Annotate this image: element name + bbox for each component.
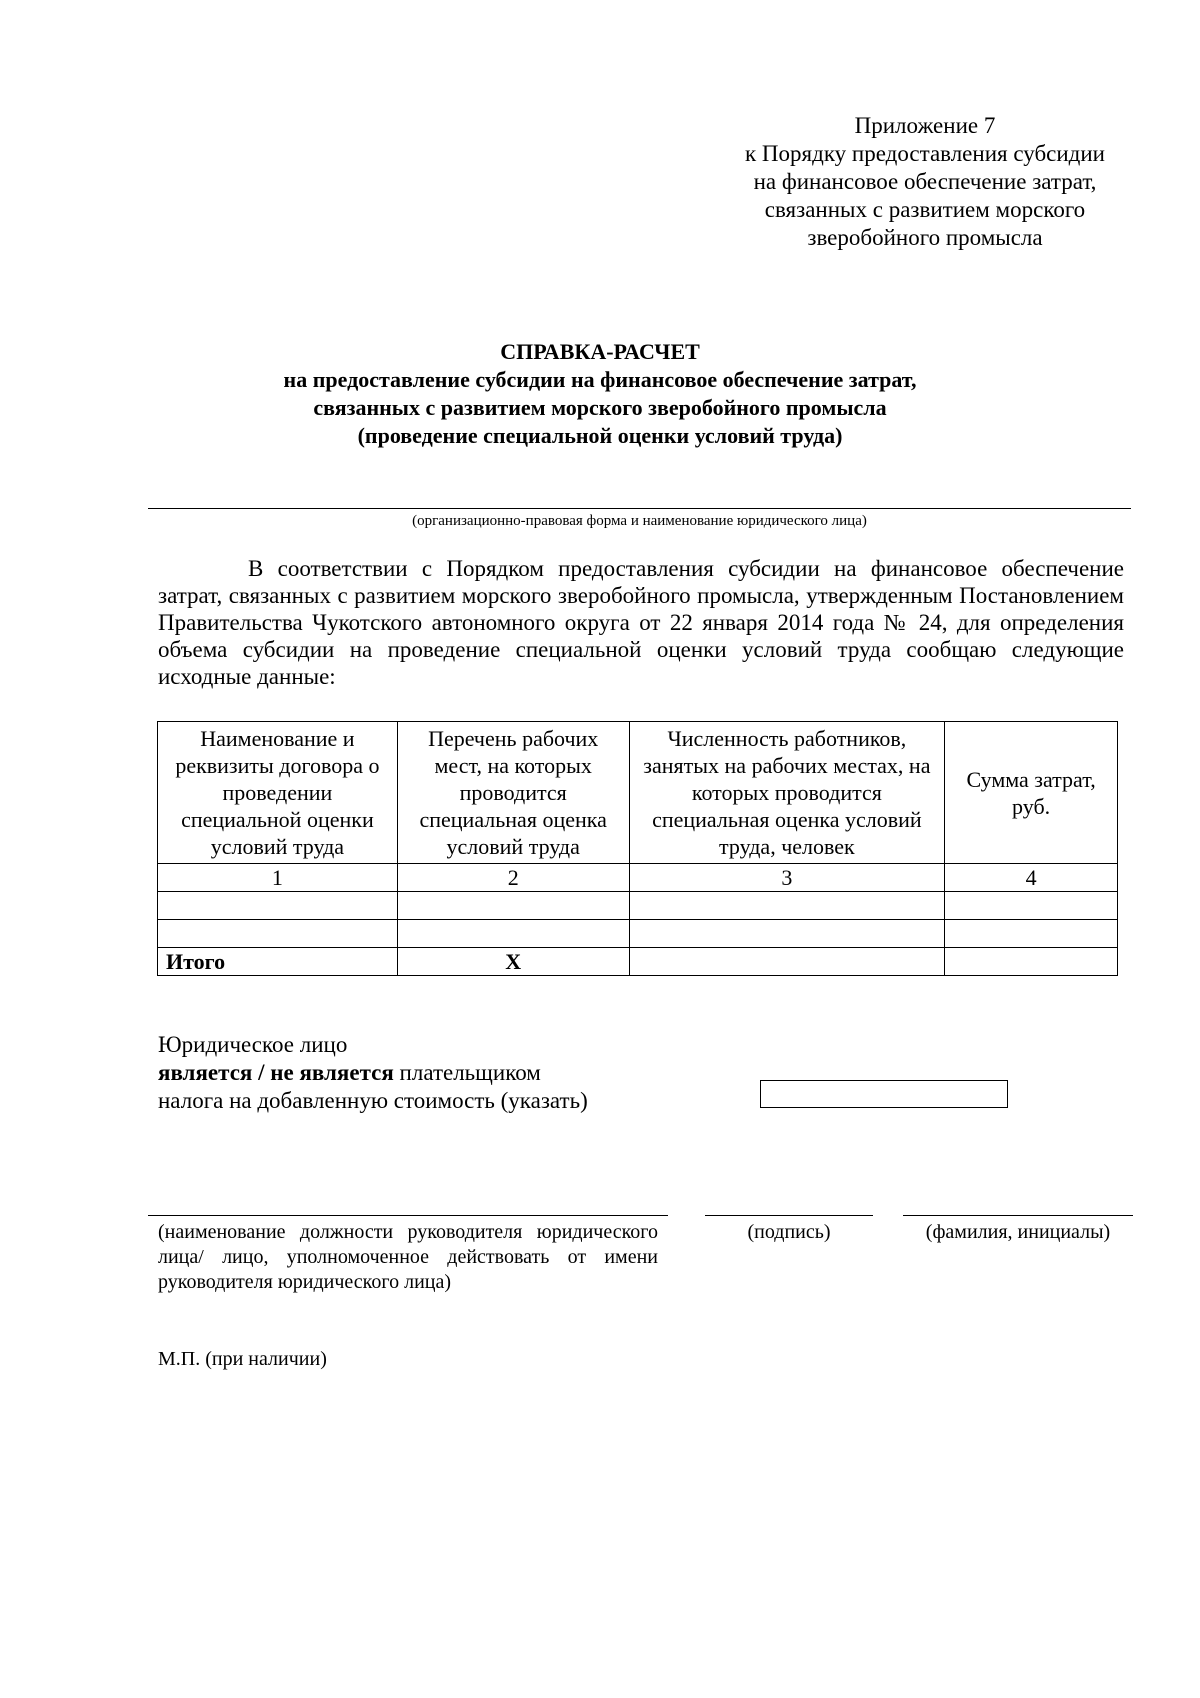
signature-line[interactable] (705, 1215, 873, 1216)
document-title (0, 338, 1200, 450)
table-cell[interactable] (397, 892, 629, 920)
title-line: связанных с развитием морского зверобойного промысла (313, 395, 887, 420)
appendix-block (700, 112, 1150, 252)
table-cell[interactable] (945, 892, 1118, 920)
vat-line2-rest: плательщиком (393, 1060, 541, 1085)
vat-statement (158, 1031, 718, 1115)
position-signature-line[interactable] (148, 1215, 668, 1216)
header-workplaces: Перечень рабочих мест, на которых проводится специальная оценка условий труда (397, 722, 629, 864)
appendix-line: связанных с развитием морского (764, 197, 1086, 222)
table-cell[interactable] (629, 920, 945, 948)
table-row (158, 892, 1118, 920)
organization-name-line[interactable] (148, 508, 1131, 509)
title-heading: СПРАВКА-РАСЧЕТ (500, 339, 700, 364)
appendix-line: на финансовое обеспечение затрат, (753, 169, 1097, 194)
body-paragraph: В соответствии с Порядком предоставления субсидии на финансовое обеспечение затрат, связанных с развитием морского зверобойного промысла, утвержденным Постановлением Правительства Чукотского автономного округа от 22 января 2014 года № 24, для определения объема субсидии на проведение специальной оценки условий труда сообщаю следующие исходные данные: (158, 556, 1124, 689)
table-cell[interactable] (158, 920, 398, 948)
table-number-row (158, 864, 1118, 892)
total-label: Итого (158, 948, 398, 976)
signature-caption: (подпись) (747, 1221, 831, 1243)
table-cell[interactable] (945, 920, 1118, 948)
appendix-line: зверобойного промысла (807, 225, 1043, 250)
position-caption: (наименование должности руководителя юридического лица/ лицо, уполномоченное действовать от имени руководителя юридического лица) (158, 1221, 658, 1293)
vat-line3: налога на добавленную стоимость (указать) (158, 1088, 588, 1113)
name-signature-line[interactable] (903, 1215, 1133, 1216)
total-col2-mark: Х (397, 948, 629, 976)
total-cost[interactable] (945, 948, 1118, 976)
table-header-row (158, 722, 1118, 864)
appendix-line: к Порядку предоставления субсидии (745, 141, 1105, 166)
stamp-note: М.П. (при наличии) (158, 1348, 327, 1370)
column-number: 4 (945, 864, 1118, 892)
column-number: 2 (397, 864, 629, 892)
vat-line2 (158, 1059, 718, 1087)
table-row (158, 920, 1118, 948)
vat-line1: Юридическое лицо (158, 1032, 348, 1057)
total-employees[interactable] (629, 948, 945, 976)
appendix-line: Приложение 7 (854, 113, 996, 138)
vat-input-box[interactable] (760, 1080, 1008, 1108)
title-line: (проведение специальной оценки условий труда) (357, 423, 843, 448)
column-number: 1 (158, 864, 398, 892)
table-total-row (158, 948, 1118, 976)
header-contract: Наименование и реквизиты договора о проведении специальной оценки условий труда (158, 722, 398, 864)
header-employees: Численность работников, занятых на рабочих местах, на которых проводится специальная оценка условий труда, человек (629, 722, 945, 864)
title-line: на предоставление субсидии на финансовое обеспечение затрат, (283, 367, 917, 392)
column-number: 3 (629, 864, 945, 892)
header-cost: Сумма затрат, руб. (945, 722, 1118, 864)
vat-choice: является / не является (158, 1060, 394, 1085)
data-table (157, 721, 1118, 976)
name-caption: (фамилия, инициалы) (925, 1221, 1111, 1243)
organization-caption: (организационно-правовая форма и наименование юридического лица) (412, 513, 867, 529)
table-cell[interactable] (629, 892, 945, 920)
table-cell[interactable] (397, 920, 629, 948)
table-cell[interactable] (158, 892, 398, 920)
